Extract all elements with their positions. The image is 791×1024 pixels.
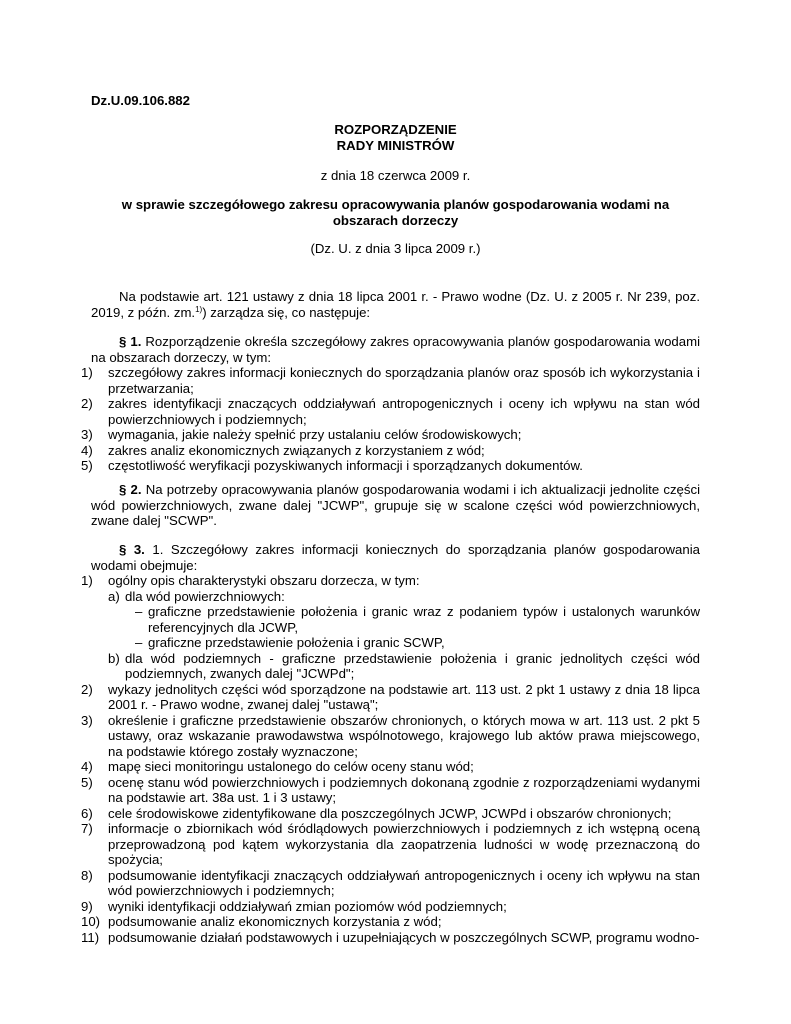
document-title — [91, 122, 700, 153]
list-item-text: ocenę stanu wód powierzchniowych i podziemnych dokonaną zgodnie z rozporządzeniami wydanymi na podstawie art. 38a ust. 1 i 3 ustawy; — [108, 774, 700, 805]
dash-item-text: graficzne przedstawienie położenia i granic SCWP, — [148, 635, 445, 650]
section-1-intro — [91, 334, 700, 365]
list-item — [81, 427, 700, 443]
list-item — [81, 712, 700, 760]
sub-item-text: dla wód podziemnych - graficzne przedstawienie położenia i granic jednolitych części wód podziemnych, zwanych dalej "JCWPd"; — [125, 650, 700, 681]
publication-reference: (Dz. U. z dnia 3 lipca 2009 r.) — [310, 241, 481, 256]
sub-item — [91, 589, 700, 605]
section-1 — [81, 334, 700, 474]
section-3-intro — [91, 542, 700, 573]
list-item-number: 4) — [81, 442, 93, 458]
preamble-text: Na podstawie art. 121 ustawy z dnia 18 lipca 2001 r. - Prawo wodne (Dz. U. z 2005 r. Nr 239, poz. 2019, z późn. zm. — [91, 289, 700, 320]
list-item-number: 10) — [81, 914, 101, 929]
list-item-number: 1) — [81, 365, 93, 380]
list-item-text: cele środowiskowe zidentyfikowane dla poszczególnych JCWP, JCWPd i obszarów chronionych; — [108, 805, 672, 821]
list-item-text: określenie i graficzne przedstawienie obszarów chronionych, o których mowa w art. 113 ust. 2 pkt 5 ustawy, oraz wskazanie prawodawstwa wspólnotowego, krajowego lub aktów prawa miejscowego, na podstawie którego zostały wyznaczone; — [108, 712, 700, 759]
section-2-text: Na potrzeby opracowywania planów gospodarowania wodami i ich aktualizacji jednolite części wód powierzchniowych, zwane dalej "JCWP", grupuje się w scalone części wód powierzchniowych, zwane dalej "SCWP". — [91, 482, 701, 528]
section-2 — [91, 482, 700, 529]
list-item-number: 7) — [81, 821, 93, 836]
dash-item — [91, 635, 700, 651]
preamble-text-end: ) zarządza się, co następuje: — [202, 304, 371, 320]
document-id: Dz.U.09.106.882 — [91, 93, 190, 108]
list-item — [81, 573, 700, 589]
preamble — [91, 289, 700, 320]
list-item-number: 5) — [81, 458, 93, 473]
dash-item-text: graficzne przedstawienie położenia i granic wraz z podaniem typów i ustalonych warunków referencyjnych dla JCWP, — [148, 604, 700, 635]
section-2-label: § 2. — [119, 482, 142, 497]
list-item-number: 4) — [81, 759, 93, 774]
sub-item-letter: a) — [108, 588, 120, 604]
list-item-text: ogólny opis charakterystyki obszaru dorzecza, w tym: — [108, 573, 420, 588]
list-item-text: podsumowanie działań podstawowych i uzupełniających w poszczególnych SCWP, programu wodno- — [108, 929, 700, 945]
list-item — [81, 805, 700, 822]
section-1-text: Rozporządzenie określa szczegółowy zakres opracowywania planów gospodarowania wodami na obszarach dorzeczy, w tym: — [91, 334, 700, 365]
list-item-number: 8) — [81, 867, 93, 883]
list-item — [81, 365, 700, 396]
list-item — [81, 681, 700, 713]
list-item-number: 9) — [81, 898, 93, 914]
list-item — [81, 442, 700, 459]
list-item — [81, 867, 700, 899]
document-subject: w sprawie szczegółowego zakresu opracowywania planów gospodarowania wodami na obszarach dorzeczy — [121, 197, 670, 228]
list-item-number: 2) — [81, 396, 93, 411]
list-item — [81, 396, 700, 427]
dash-marker: – — [135, 635, 143, 650]
sub-item — [91, 651, 700, 682]
list-item-text: zakres identyfikacji znaczących oddziaływań antropogenicznych i oceny ich wpływu na stan wód powierzchniowych i podziemnych; — [108, 396, 700, 427]
title-line-1: ROZPORZĄDZENIE — [334, 122, 457, 137]
sub-item-letter: b) — [108, 650, 120, 666]
list-item-number: 6) — [81, 805, 93, 821]
section-3 — [81, 542, 700, 945]
section-1-label: § 1. — [119, 334, 142, 349]
list-item-number: 5) — [81, 774, 93, 790]
list-item-text: podsumowanie analiz ekonomicznych korzystania z wód; — [108, 914, 442, 929]
list-item-text: częstotliwość weryfikacji pozyskiwanych informacji i sporządzanych dokumentów. — [108, 458, 583, 473]
list-item — [81, 458, 700, 474]
list-item — [81, 821, 700, 868]
list-item — [81, 929, 700, 946]
list-item-text: informacje o zbiornikach wód śródlądowych powierzchniowych i podziemnych z ich wstępną oceną przeprowadzoną pod kątem wykorzystania dla zaopatrzenia ludności w wodę przeznaczoną do spożycia; — [108, 821, 700, 867]
list-item — [81, 914, 700, 930]
dash-marker: – — [135, 604, 143, 619]
document-date: z dnia 18 czerwca 2009 r. — [320, 168, 471, 183]
list-item — [81, 774, 700, 806]
section-3-text: 1. Szczegółowy zakres informacji koniecznych do sporządzania planów gospodarowania wodami obejmuje: — [91, 542, 700, 573]
list-item-number: 2) — [81, 681, 93, 697]
list-item-text: podsumowanie identyfikacji znaczących oddziaływań antropogenicznych i oceny ich wpływu na stan wód powierzchniowych i podziemnych; — [108, 867, 700, 898]
list-item-text: szczegółowy zakres informacji koniecznych do sporządzania planów oraz sposób ich wykorzystania i przetwarzania; — [108, 365, 700, 396]
title-line-2: RADY MINISTRÓW — [336, 137, 455, 153]
list-item-text: zakres analiz ekonomicznych związanych z korzystaniem z wód; — [108, 442, 485, 458]
list-item-number: 3) — [81, 427, 93, 442]
list-item-text: wymagania, jakie należy spełnić przy ustalaniu celów środowiskowych; — [108, 427, 522, 442]
list-item — [81, 898, 700, 915]
list-item-text: wyniki identyfikacji oddziaływań zmian poziomów wód podziemnych; — [108, 898, 507, 914]
list-item — [81, 759, 700, 775]
list-item-number: 11) — [81, 929, 100, 945]
dash-item — [91, 604, 700, 635]
list-item-number: 1) — [81, 573, 93, 588]
list-item-text: wykazy jednolitych części wód sporządzone na podstawie art. 113 ust. 2 pkt 1 ustawy z dnia 18 lipca 2001 r. - Prawo wodne, zwanej dalej "ustawą"; — [108, 681, 700, 712]
list-item-text: mapę sieci monitoringu ustalonego do celów oceny stanu wód; — [108, 759, 474, 774]
sub-item-text: dla wód powierzchniowych: — [125, 588, 285, 604]
section-3-label: § 3. — [119, 542, 145, 557]
footnote-marker: 1) — [195, 304, 203, 314]
list-item-number: 3) — [81, 712, 93, 728]
